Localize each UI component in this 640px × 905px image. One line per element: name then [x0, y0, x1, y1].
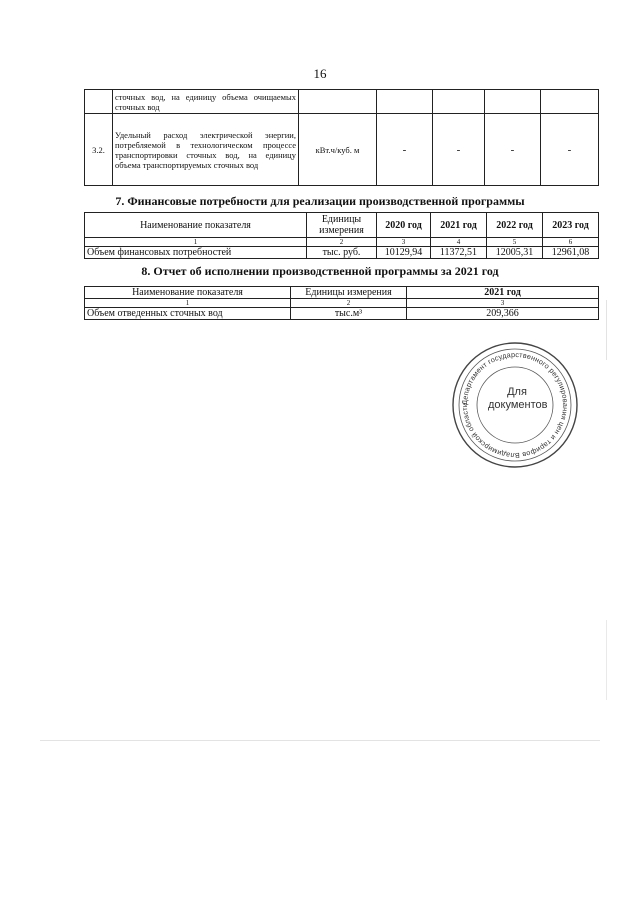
program-report-table [84, 286, 599, 320]
column-number-row [85, 299, 599, 308]
column-number: 2 [307, 238, 377, 247]
value-cell: - [433, 114, 485, 186]
column-header: 2021 год [407, 287, 599, 299]
scan-artifact [40, 740, 600, 741]
column-number: 6 [543, 238, 599, 247]
column-number: 5 [487, 238, 543, 247]
unit-cell: кВт.ч/куб. м [299, 114, 377, 186]
scan-artifact [606, 300, 607, 360]
unit-cell [299, 90, 377, 114]
row-number-cell: 3.2. [85, 114, 113, 186]
page-number: 16 [313, 66, 327, 81]
section-7-heading: 7. Финансовые потребности для реализации производственной программы [115, 194, 525, 208]
indicator-description: сточных вод, на единицу объема очищаемых сточных вод [113, 90, 299, 114]
column-header: Единицы измерения [291, 287, 407, 299]
scan-artifact [606, 620, 607, 700]
column-header: Наименование показателя [85, 287, 291, 299]
table-row [85, 247, 599, 259]
value-cell: 12005,31 [487, 247, 543, 259]
value-cell [433, 90, 485, 114]
stamp-ring-text: Департамент государственного регулирования цен и тарифов Владимирской области [459, 349, 571, 461]
financial-needs-table [84, 212, 599, 259]
column-number: 1 [85, 238, 307, 247]
table-row [85, 308, 599, 320]
value-cell [485, 90, 541, 114]
table-header-row [85, 287, 599, 299]
column-number: 2 [291, 299, 407, 308]
table-header-row [85, 213, 599, 238]
column-number-row [85, 238, 599, 247]
unit-cell: тыс. руб. [307, 247, 377, 259]
value-cell: - [541, 114, 599, 186]
column-header: Наименование показателя [85, 213, 307, 238]
row-number-cell [85, 90, 113, 114]
indicator-description: Удельный расход электрической энергии, потребляемой в технологическом процессе транспортировки сточных вод, на единицу объема транспортируемых сточных вод [113, 114, 299, 186]
value-cell [541, 90, 599, 114]
value-cell: 209,366 [407, 308, 599, 320]
column-header: 2022 год [487, 213, 543, 238]
column-header: Единицы измерения [307, 213, 377, 238]
column-header: 2020 год [377, 213, 431, 238]
table-row [85, 90, 599, 114]
column-header: 2023 год [543, 213, 599, 238]
column-number: 4 [431, 238, 487, 247]
value-cell: 12961,08 [543, 247, 599, 259]
value-cell [377, 90, 433, 114]
column-header: 2021 год [431, 213, 487, 238]
stamp-center-text: Для документов [488, 386, 548, 411]
value-cell: - [377, 114, 433, 186]
value-cell: - [485, 114, 541, 186]
column-number: 1 [85, 299, 291, 308]
indicators-table [84, 89, 599, 186]
value-cell: 10129,94 [377, 247, 431, 259]
column-number: 3 [377, 238, 431, 247]
indicator-name: Объем отведенных сточных вод [85, 308, 291, 320]
section-8-heading: 8. Отчет об исполнении производственной программы за 2021 год [141, 264, 499, 278]
table-row [85, 114, 599, 186]
unit-cell: тыс.м³ [291, 308, 407, 320]
column-number: 3 [407, 299, 599, 308]
indicator-name: Объем финансовых потребностей [85, 247, 307, 259]
value-cell: 11372,51 [431, 247, 487, 259]
